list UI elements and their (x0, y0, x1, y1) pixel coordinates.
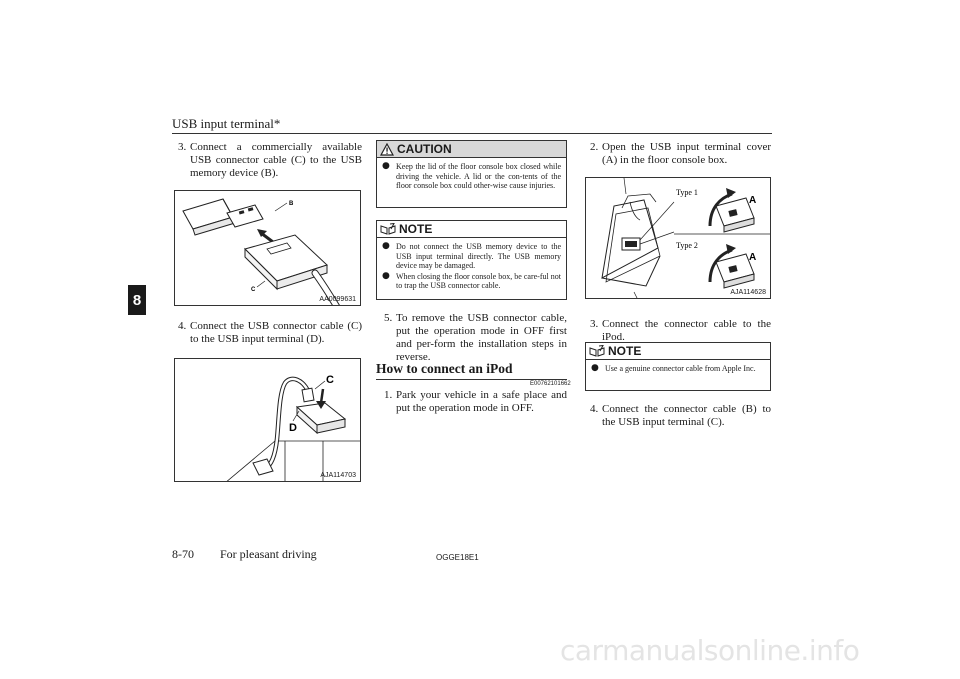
square-bullet-icon: ● (382, 241, 390, 251)
label-b: B (289, 201, 294, 207)
square-bullet-icon: ● (591, 363, 599, 373)
label-c: C (326, 374, 334, 386)
middle-step-5 (384, 312, 567, 364)
footer-page-number: 8-70 (172, 547, 194, 561)
type-1-label: Type 1 (676, 188, 698, 197)
step-number: 4. (178, 320, 187, 332)
section-rule (376, 379, 567, 380)
step-number: 1. (384, 389, 393, 401)
right-step-2 (590, 141, 771, 167)
right-note-box (585, 342, 771, 391)
usb-terminal-illustration (175, 359, 361, 482)
caution-box (376, 140, 567, 208)
step-text: To remove the USB connector cable, put the operation mode in OFF first and per-form the installation steps in reverse. (396, 312, 567, 363)
step-number: 5. (384, 312, 393, 324)
section-code: E00762101662 (530, 381, 571, 387)
footer-doc-code: OGGE18E1 (436, 553, 479, 562)
middle-step-1 (384, 389, 567, 415)
step-text: Connect the USB connector cable (C) to the USB input terminal (D). (190, 320, 362, 345)
usb-terminal-figure (174, 358, 361, 482)
label-a-type1: A (749, 195, 757, 206)
usb-memory-illustration (175, 191, 361, 306)
step-number: 3. (178, 141, 187, 153)
note-text: Do not connect the USB memory device to the USB input terminal directly. The USB memory device may be damaged. (396, 242, 561, 270)
figure-code: AJA114703 (320, 472, 356, 479)
note-label: NOTE (608, 344, 642, 358)
step-text: Open the USB input terminal cover (A) in the floor console box. (602, 141, 771, 166)
chapter-tab: 8 (128, 285, 146, 315)
caution-item (382, 162, 561, 191)
warning-triangle-icon (380, 143, 394, 156)
label-d: D (289, 422, 297, 434)
step-text: Park your vehicle in a safe place and put the operation mode in OFF. (396, 389, 567, 414)
note-header (377, 221, 566, 238)
step-number: 2. (590, 141, 599, 153)
step-number: 4. (590, 403, 599, 415)
floor-console-figure (585, 177, 771, 299)
note-label: NOTE (399, 222, 433, 236)
square-bullet-icon: ● (382, 161, 390, 171)
type-2-label: Type 2 (676, 241, 698, 250)
step-text: Connect a commercially available USB connector cable (C) to the USB memory device (B). (190, 141, 362, 179)
footer-chapter-title: For pleasant driving (220, 547, 317, 561)
note-book-icon (380, 223, 396, 235)
page-header-title: USB input terminal* (172, 116, 281, 131)
figure-code: AA0099631 (319, 296, 356, 303)
note-item (591, 364, 765, 374)
square-bullet-icon: ● (382, 270, 390, 281)
note-header (586, 343, 770, 360)
right-step-4 (590, 403, 771, 429)
note-book-icon (589, 345, 605, 357)
caution-text: Keep the lid of the floor console box closed while driving the vehicle. A lid or the con-tents of the floor console box could other-wise cause injuries. (396, 162, 561, 190)
note-item (382, 272, 561, 291)
right-step-3 (590, 318, 771, 344)
note-item (382, 242, 561, 271)
figure-code: AJA114628 (730, 289, 766, 296)
note-text: When closing the floor console box, be care-ful not to trap the USB connector cable. (396, 271, 561, 290)
note-text: Use a genuine connector cable from Apple Inc. (605, 364, 756, 373)
step-text: Connect the connector cable (B) to the USB input terminal (C). (602, 403, 771, 428)
caution-label: CAUTION (397, 142, 452, 156)
header-rule (172, 133, 772, 134)
left-step-3 (178, 141, 362, 180)
section-heading: How to connect an iPod (376, 361, 513, 376)
left-step-4 (178, 320, 362, 346)
label-a-type2: A (749, 252, 757, 263)
label-c: C (251, 287, 256, 293)
caution-header (377, 141, 566, 158)
step-number: 3. (590, 318, 599, 330)
floor-console-illustration (586, 178, 771, 299)
usb-memory-figure (174, 190, 361, 306)
step-text: Connect the connector cable to the iPod. (602, 318, 771, 343)
watermark: carmanualsonline.info (560, 634, 860, 667)
note-box (376, 220, 567, 300)
